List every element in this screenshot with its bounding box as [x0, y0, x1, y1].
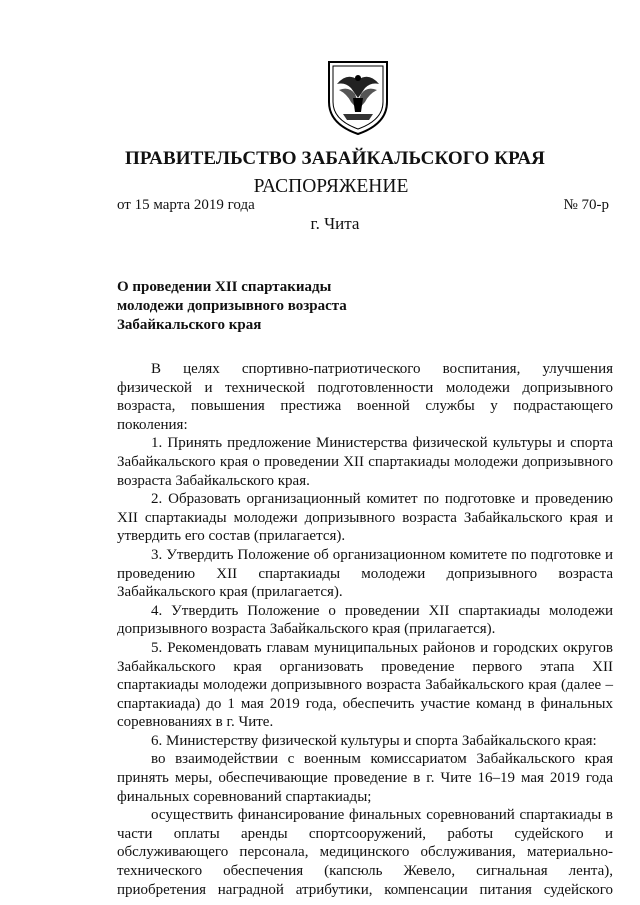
document-type: РАСПОРЯЖЕНИЕ	[253, 176, 409, 197]
body-paragraph: 1. Принять предложение Министерства физической культуры и спорта Забайкальского края о проведении XII спартакиады молодежи допризывного возраста Забайкальского края.	[117, 435, 613, 489]
body-paragraph: 5. Рекомендовать главам муниципальных районов и городских округов Забайкальского края организовать проведение первого этапа XII спартакиады молодежи допризывного возраста Забайкальского края (далее – спартакиада) до 1 мая 2019 года, обеспечить участие команд в финальных соревнованиях в г. Чите.	[117, 639, 613, 731]
body-paragraph: 3. Утвердить Положение об организационном комитете по подготовке и проведению XII спартакиады молодежи допризывного возраста Забайкальского края (прилагается).	[117, 546, 613, 601]
body-paragraph: 2. Образовать организационный комитет по подготовке и проведению XII спартакиады молодежи допризывного возраста Забайкальского края и утвердить его состав (прилагается).	[117, 491, 613, 545]
body-paragraph: 4. Утвердить Положение о проведении XII спартакиады молодежи допризывного возраста Забайкальского края (прилагается).	[117, 602, 613, 638]
subject-line: молодежи допризывного возраста	[117, 298, 347, 314]
document-date: от 15 марта 2019 года	[117, 197, 255, 213]
body-paragraph: во взаимодействии с военным комиссариатом Забайкальского края принять меры, обеспечивающие проведение в г. Чите 16–19 мая 2019 года финальных соревнований спартакиады;	[117, 751, 613, 805]
subject-line: Забайкальского края	[117, 317, 262, 333]
body-paragraph: В целях спортивно-патриотического воспитания, улучшения физической и технической подготовленности молодежи допризывного возраста, повышения престижа военной службы у подрастающего поколения:	[117, 361, 613, 433]
government-title: ПРАВИТЕЛЬСТВО ЗАБАЙКАЛЬСКОГО КРАЯ	[124, 148, 545, 169]
document-body	[117, 360, 613, 899]
document-city: г. Чита	[310, 214, 360, 233]
subject-line: О проведении XII спартакиады	[117, 279, 332, 295]
body-paragraph: 6. Министерству физической культуры и спорта Забайкальского края:	[151, 732, 597, 749]
coat-of-arms-emblem	[325, 58, 391, 136]
document-number: № 70-р	[563, 197, 609, 213]
body-paragraph: осуществить финансирование финальных соревнований спартакиады в части оплаты аренды спортсооружений, работы судейского и обслуживающего персонала, медицинского обслуживания, материально-технического обеспечения (капсюль Жевело, сигнальная лента), приобретения наградной атрибутики, компенсации питания судейского	[117, 807, 613, 898]
document-subject	[117, 278, 347, 335]
